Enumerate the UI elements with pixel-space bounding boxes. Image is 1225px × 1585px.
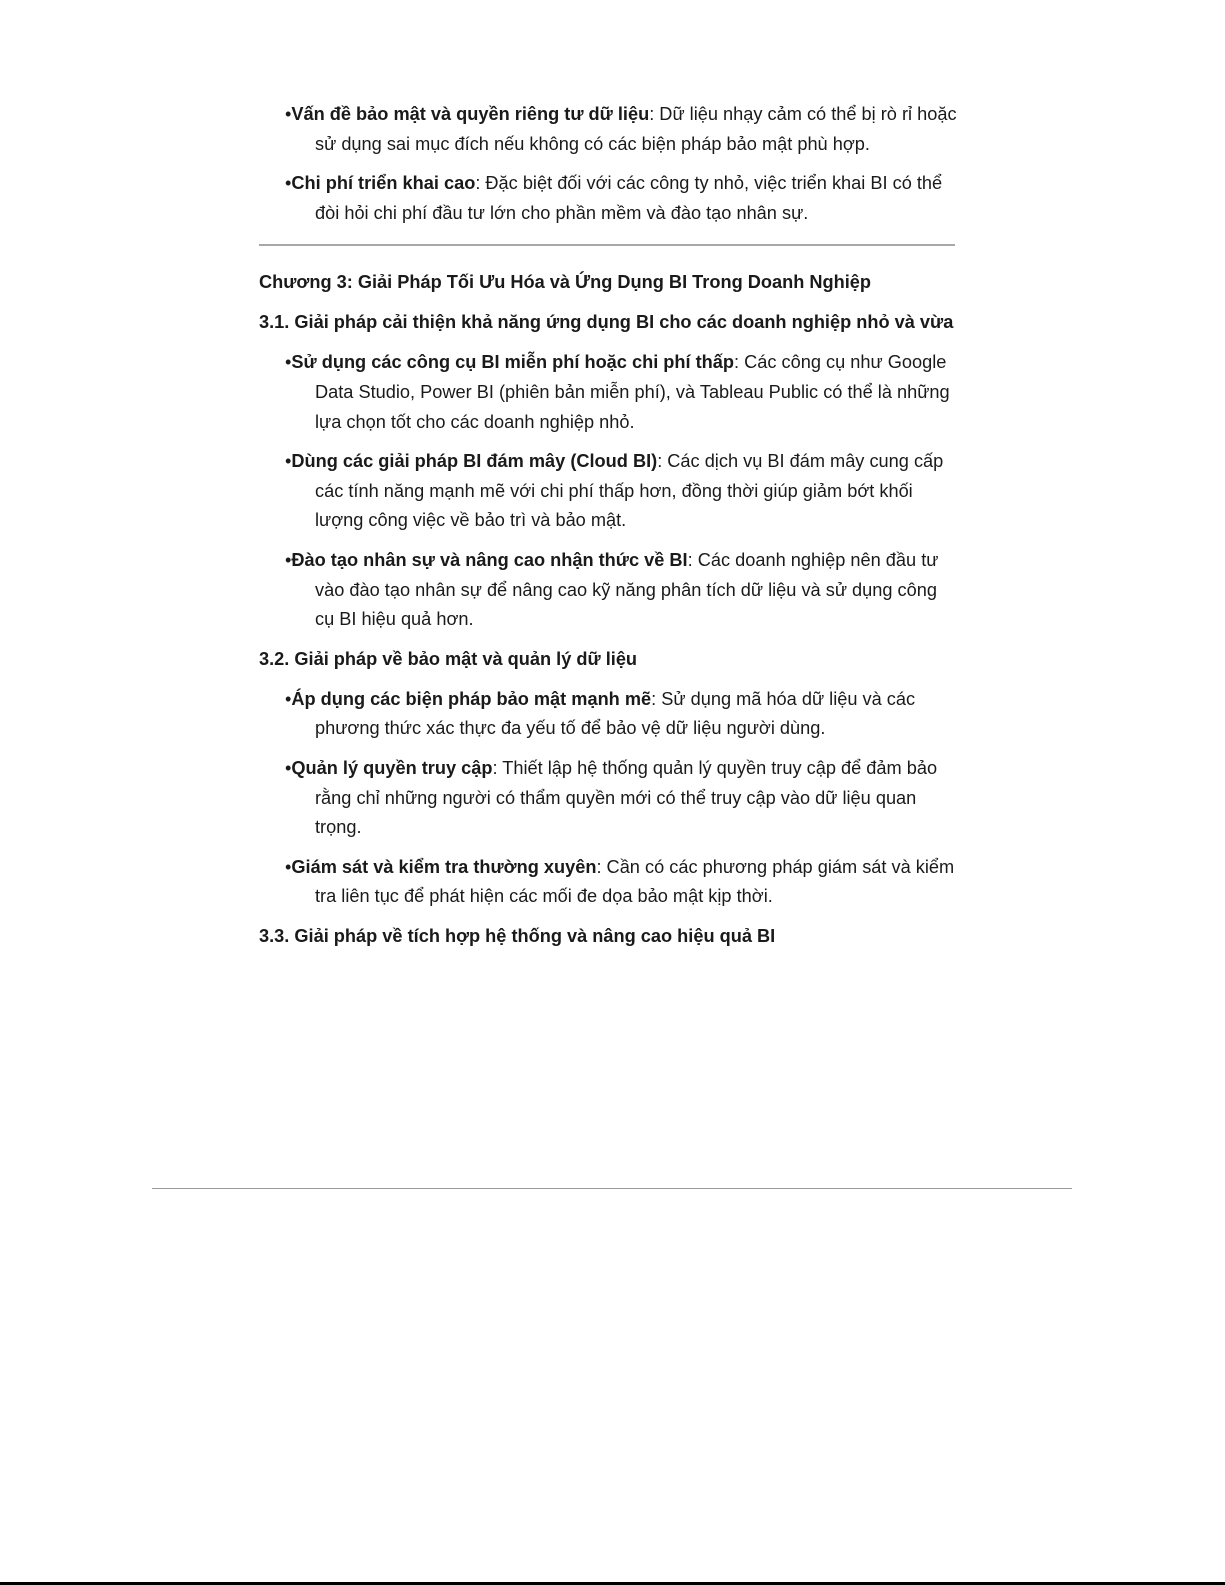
bullet-text: : Cần có các phương pháp giám sát và kiểm tra liên tục để phát hiện các mối đe dọa bảo mật kịp thời. (315, 856, 955, 907)
bullet-text: : Đặc biệt đối với các công ty nhỏ, việc triển khai BI có thể đòi hỏi chi phí đầu tư lớn cho phần mềm và đào tạo nhân sự. (315, 173, 943, 223)
bullet-marker: • (285, 451, 292, 472)
bullet-marker: • (285, 104, 292, 124)
bullet-marker: • (285, 173, 292, 194)
chapter-title: Chương 3: Giải Pháp Tối Ưu Hóa và Ứng Dụng BI Trong Doanh Nghiệp (259, 272, 871, 293)
bullet-text: : Sử dụng mã hóa dữ liệu và các phương thức xác thực đa yếu tố để bảo vệ dữ liệu người dùng. (315, 688, 916, 739)
bullet-heading: Áp dụng các biện pháp bảo mật mạnh mẽ (291, 688, 652, 709)
list-item (259, 447, 959, 536)
bullet-marker: • (285, 549, 292, 570)
list-item (259, 348, 959, 437)
bullet-marker: • (285, 352, 292, 373)
bullet-text: : Dữ liệu nhạy cảm có thể bị rò rỉ hoặc sử dụng sai mục đích nếu không có các biện pháp bảo mật phù hợp. (315, 104, 957, 154)
bullet-heading: Dùng các giải pháp BI đám mây (Cloud BI) (291, 451, 658, 472)
bullet-marker: • (285, 688, 292, 709)
bullet-text: : Các công cụ như Google Data Studio, Power BI (phiên bản miễn phí), và Tableau Public có thể là những lựa chọn tốt cho các doanh nghiệp nhỏ. (315, 352, 950, 432)
bullet-heading: Giám sát và kiểm tra thường xuyên (291, 856, 597, 877)
bullet-heading: Sử dụng các công cụ BI miễn phí hoặc chi phí thấp (291, 352, 735, 373)
list-item (259, 853, 959, 912)
bullet-marker: • (285, 757, 292, 778)
section-title: 3.2. Giải pháp về bảo mật và quản lý dữ liệu (259, 648, 638, 669)
bullet-heading: Quản lý quyền truy cập (291, 757, 493, 778)
bullet-heading: Vấn đề bảo mật và quyền riêng tư dữ liệu (291, 104, 650, 124)
list-item (259, 169, 959, 228)
bullet-marker: • (285, 856, 292, 877)
list-item (259, 754, 959, 843)
page-footer-divider (152, 1188, 1072, 1189)
page-content (259, 100, 959, 962)
list-item (259, 685, 959, 744)
bullet-heading: Chi phí triển khai cao (291, 173, 476, 194)
list-item (259, 546, 959, 635)
section-title: 3.1. Giải pháp cải thiện khả năng ứng dụng BI cho các doanh nghiệp nhỏ và vừa (259, 312, 954, 333)
bullet-heading: Đào tạo nhân sự và nâng cao nhận thức về BI (291, 549, 688, 570)
bullet-text: : Các doanh nghiệp nên đầu tư vào đào tạo nhân sự để nâng cao kỹ năng phân tích dữ liệu và sử dụng công cụ BI hiệu quả hơn. (315, 549, 939, 630)
bullet-text: : Thiết lập hệ thống quản lý quyền truy cập để đảm bảo rằng chỉ những người có thẩm quyền mới có thể truy cập vào dữ liệu quan trọng. (315, 757, 938, 838)
bullet-text: : Các dịch vụ BI đám mây cung cấp các tính năng mạnh mẽ với chi phí thấp hơn, đồng thời giúp giảm bớt khối lượng công việc về bảo trì và bảo mật. (315, 451, 944, 531)
list-item (259, 100, 959, 159)
section-title: 3.3. Giải pháp về tích hợp hệ thống và nâng cao hiệu quả BI (259, 925, 776, 946)
section-divider (259, 244, 955, 246)
